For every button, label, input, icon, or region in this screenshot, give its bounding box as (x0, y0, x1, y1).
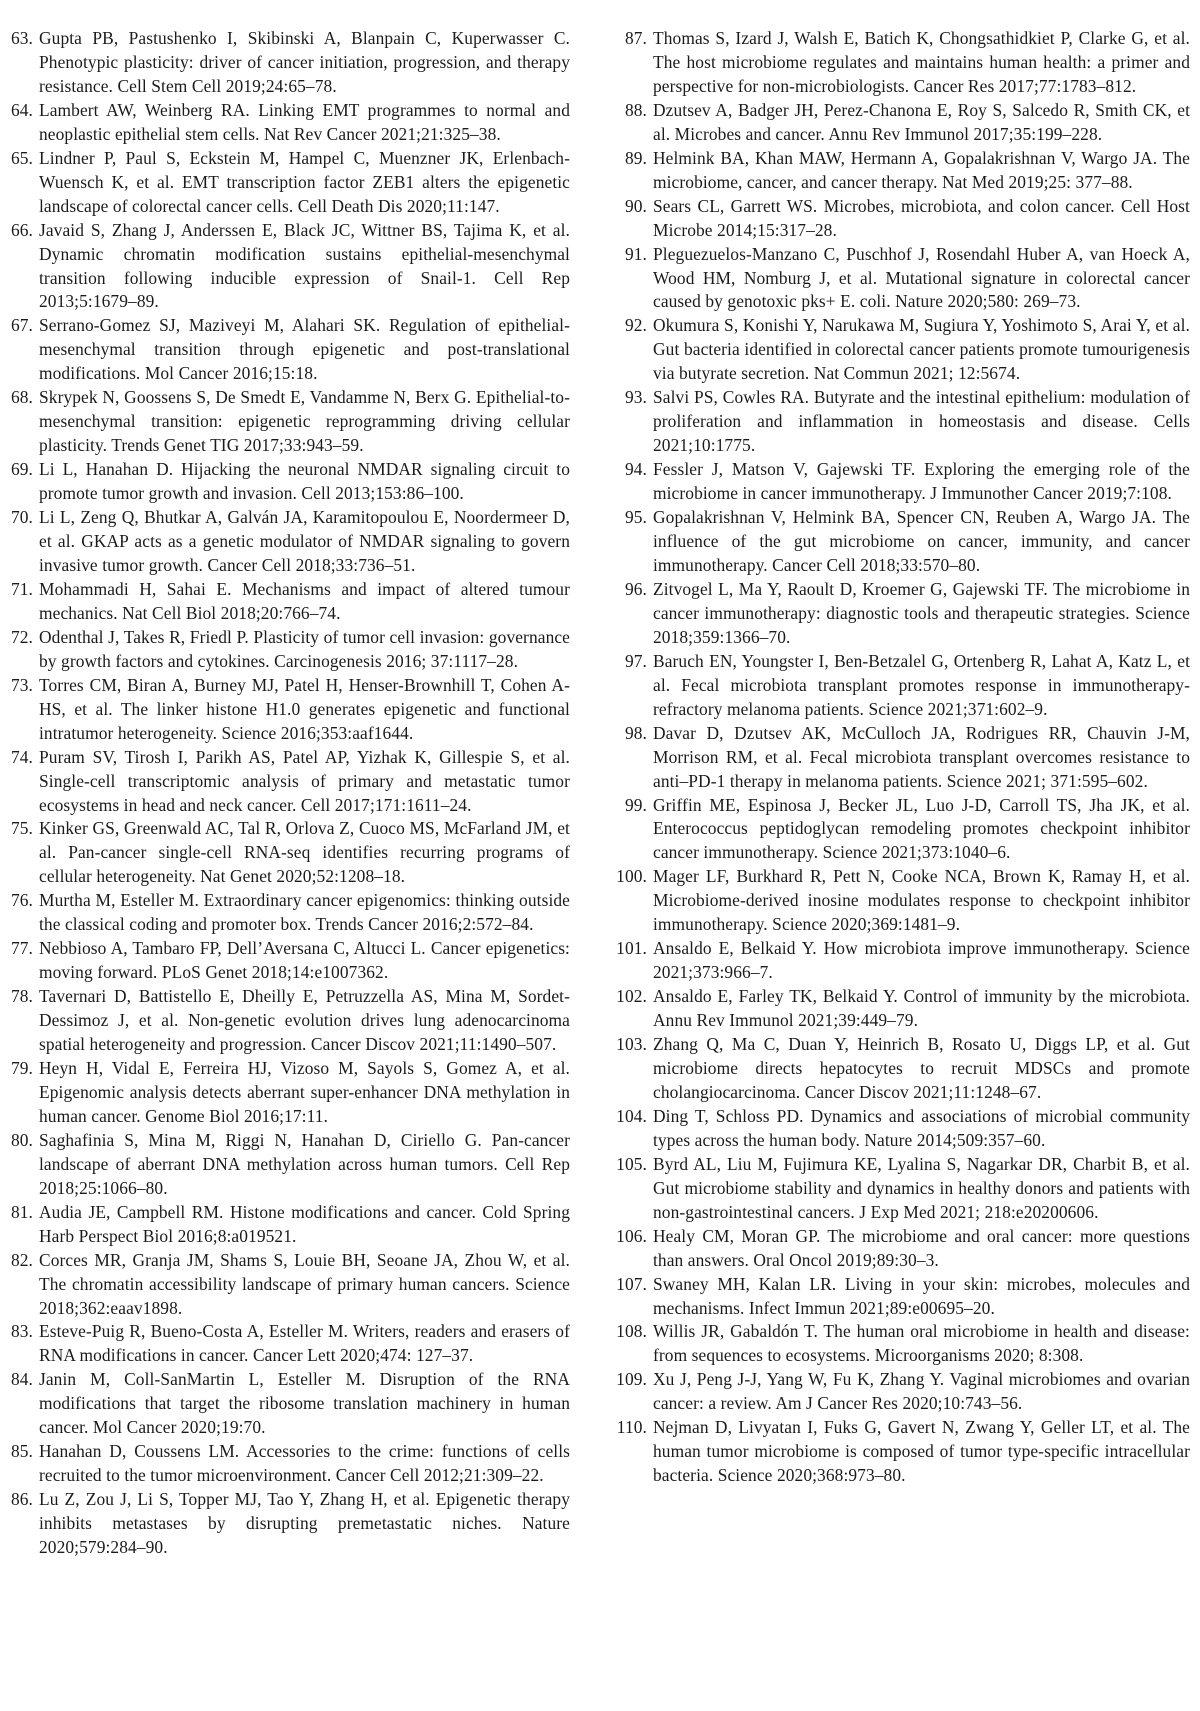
reference-item (5, 1057, 570, 1129)
reference-number: 102. (616, 986, 647, 1007)
reference-text: Okumura S, Konishi Y, Narukawa M, Sugiura Y, Yoshimoto S, Arai Y, et al. Gut bacteria identified in colorectal cancer patients promote tumourigenesis via butyrate secretion. Nat Commun 2021; 12:5674. (653, 315, 1190, 384)
reference-item (5, 1488, 570, 1560)
reference-text: Audia JE, Campbell RM. Histone modifications and cancer. Cold Spring Harb Perspect Biol 2016;8:a019521. (39, 1201, 570, 1246)
reference-item (612, 1153, 1190, 1225)
reference-number: 95. (624, 507, 647, 528)
references-column-right (612, 27, 1190, 1488)
reference-item (5, 626, 570, 674)
reference-text: Ansaldo E, Farley TK, Belkaid Y. Control of immunity by the microbiota. Annu Rev Immunol 2021;39:449–79. (653, 986, 1190, 1031)
reference-text: Murtha M, Esteller M. Extraordinary cancer epigenomics: thinking outside the classical coding and promoter box. Trends Cancer 2016;2:572–84. (39, 890, 570, 935)
reference-item (612, 27, 1190, 99)
reference-number: 78. (10, 986, 33, 1007)
reference-number: 68. (10, 387, 33, 408)
reference-text: Tavernari D, Battistello E, Dheilly E, Petruzzella AS, Mina M, Sordet-Dessimoz J, et al. Non-genetic evolution drives lung adenocarcinoma spatial heterogeneity and progression. Cancer Discov 2021;11:1490–507. (39, 986, 570, 1055)
reference-number: 77. (10, 938, 33, 959)
reference-item (612, 1368, 1190, 1416)
reference-item (5, 1440, 570, 1488)
reference-item (612, 794, 1190, 866)
reference-number: 88. (624, 99, 647, 120)
reference-item (612, 99, 1190, 147)
reference-number: 93. (624, 387, 647, 408)
reference-item (5, 219, 570, 315)
reference-number: 104. (616, 1105, 647, 1126)
reference-text: Nejman D, Livyatan I, Fuks G, Gavert N, Zwang Y, Geller LT, et al. The human tumor microbiome is composed of tumor type-specific intracellular bacteria. Science 2020;368:973–80. (653, 1417, 1190, 1486)
reference-item (5, 458, 570, 506)
reference-text: Pleguezuelos-Manzano C, Puschhof J, Rosendahl Huber A, van Hoeck A, Wood HM, Nomburg J, et al. Mutational signature in colorectal cancer caused by genotoxic pks+ E. coli. Nature 2020;580: 269–73. (653, 243, 1190, 312)
reference-item (5, 506, 570, 578)
reference-number: 89. (624, 147, 647, 168)
reference-text: Lu Z, Zou J, Li S, Topper MJ, Tao Y, Zhang H, et al. Epigenetic therapy inhibits metastases by disrupting premetastatic niches. Nature 2020;579:284–90. (39, 1489, 570, 1558)
reference-item (612, 458, 1190, 506)
reference-number: 109. (616, 1369, 647, 1390)
reference-text: Ansaldo E, Belkaid Y. How microbiota improve immunotherapy. Science 2021;373:966–7. (653, 938, 1190, 983)
reference-text: Thomas S, Izard J, Walsh E, Batich K, Chongsathidkiet P, Clarke G, et al. The host microbiome regulates and maintains human health: a primer and perspective for non-microbiologists. Cancer Res 2017;77:1783–812. (653, 28, 1190, 96)
reference-number: 107. (616, 1273, 647, 1294)
reference-item (612, 1320, 1190, 1368)
reference-number: 96. (624, 578, 647, 599)
reference-item (612, 1416, 1190, 1488)
reference-text: Torres CM, Biran A, Burney MJ, Patel H, Henser-Brownhill T, Cohen A-HS, et al. The linker histone H1.0 generates epigenetic and functional intratumor heterogeneity. Science 2016;353:aaf1644. (39, 674, 570, 743)
reference-item (612, 1105, 1190, 1153)
reference-number: 91. (624, 243, 647, 264)
reference-item (5, 817, 570, 889)
reference-item (612, 386, 1190, 458)
reference-text: Odenthal J, Takes R, Friedl P. Plasticity of tumor cell invasion: governance by growth factors and cytokines. Carcinogenesis 2016; 37:1117–28. (39, 626, 570, 671)
reference-text: Salvi PS, Cowles RA. Butyrate and the intestinal epithelium: modulation of proliferation and inflammation in homeostasis and disease. Cells 2021;10:1775. (653, 387, 1190, 456)
reference-item (612, 578, 1190, 650)
reference-number: 110. (616, 1417, 647, 1438)
reference-text: Davar D, Dzutsev AK, McCulloch JA, Rodrigues RR, Chauvin J-M, Morrison RM, et al. Fecal microbiota transplant overcomes resistance to anti–PD-1 therapy in melanoma patients. Science 2021; 371:595–602. (653, 722, 1190, 791)
reference-number: 90. (624, 195, 647, 216)
reference-text: Willis JR, Gabaldón T. The human oral microbiome in health and disease: from sequences to ecosystems. Microorganisms 2020; 8:308. (653, 1321, 1190, 1366)
reference-text: Heyn H, Vidal E, Ferreira HJ, Vizoso M, Sayols S, Gomez A, et al. Epigenomic analysis detects aberrant super-enhancer DNA methylation in human cancer. Genome Biol 2016;17:11. (39, 1057, 570, 1126)
reference-number: 71. (10, 578, 33, 599)
reference-number: 82. (10, 1249, 33, 1270)
reference-text: Li L, Zeng Q, Bhutkar A, Galván JA, Karamitopoulou E, Noordermeer D, et al. GKAP acts as a genetic modulator of NMDAR signaling to govern invasive tumor growth. Cancer Cell 2018;33:736–51. (39, 507, 570, 575)
reference-text: Esteve-Puig R, Bueno-Costa A, Esteller M. Writers, readers and erasers of RNA modifications in cancer. Cancer Lett 2020;474: 127–37. (39, 1321, 570, 1366)
reference-text: Zhang Q, Ma C, Duan Y, Heinrich B, Rosato U, Diggs LP, et al. Gut microbiome directs hepatocytes to recruit MDSCs and promote cholangiocarcinoma. Cancer Discov 2021;11:1248–67. (653, 1034, 1190, 1102)
reference-item (612, 865, 1190, 937)
reference-number: 70. (10, 507, 33, 528)
reference-number: 65. (10, 147, 33, 168)
reference-text: Puram SV, Tirosh I, Parikh AS, Patel AP, Yizhak K, Gillespie S, et al. Single-cell transcriptomic analysis of primary and metastatic tumor ecosystems in head and neck cancer. Cell 2017;171:1611–24. (39, 746, 570, 815)
reference-text: Nebbioso A, Tambaro FP, Dell’Aversana C, Altucci L. Cancer epigenetics: moving forward. PLoS Genet 2018;14:e1007362. (39, 938, 570, 983)
reference-number: 99. (624, 794, 647, 815)
reference-number: 73. (10, 674, 33, 695)
reference-item (5, 1201, 570, 1249)
reference-item (5, 27, 570, 99)
references-column-left (5, 27, 570, 1560)
reference-item (612, 722, 1190, 794)
reference-number: 63. (10, 28, 33, 48)
reference-item (612, 985, 1190, 1033)
reference-number: 72. (10, 626, 33, 647)
reference-text: Li L, Hanahan D. Hijacking the neuronal NMDAR signaling circuit to promote tumor growth and invasion. Cell 2013;153:86–100. (39, 459, 570, 504)
reference-text: Kinker GS, Greenwald AC, Tal R, Orlova Z, Cuoco MS, McFarland JM, et al. Pan-cancer single-cell RNA-seq identifies recurring programs of cellular heterogeneity. Nat Genet 2020;52:1208–18. (39, 818, 570, 887)
reference-item (5, 674, 570, 746)
reference-number: 79. (10, 1057, 33, 1078)
reference-item (612, 937, 1190, 985)
reference-item (5, 147, 570, 219)
reference-number: 67. (10, 315, 33, 336)
reference-text: Mohammadi H, Sahai E. Mechanisms and impact of altered tumour mechanics. Nat Cell Biol 2018;20:766–74. (39, 578, 570, 623)
reference-text: Sears CL, Garrett WS. Microbes, microbiota, and colon cancer. Cell Host Microbe 2014;15:317–28. (653, 195, 1190, 240)
reference-text: Corces MR, Granja JM, Shams S, Louie BH, Seoane JA, Zhou W, et al. The chromatin accessibility landscape of primary human cancers. Science 2018;362:eaav1898. (39, 1249, 570, 1318)
reference-number: 92. (624, 315, 647, 336)
reference-text: Lambert AW, Weinberg RA. Linking EMT programmes to normal and neoplastic epithelial stem cells. Nat Rev Cancer 2021;21:325–38. (39, 99, 570, 144)
reference-item (612, 147, 1190, 195)
reference-item (5, 746, 570, 818)
reference-text: Saghafinia S, Mina M, Riggi N, Hanahan D, Ciriello G. Pan-cancer landscape of aberrant DNA methylation across human tumors. Cell Rep 2018;25:1066–80. (39, 1129, 570, 1198)
reference-text: Ding T, Schloss PD. Dynamics and associations of microbial community types across the human body. Nature 2014;509:357–60. (653, 1105, 1190, 1150)
reference-item (5, 99, 570, 147)
reference-number: 80. (10, 1129, 33, 1150)
reference-number: 74. (10, 746, 33, 767)
reference-text: Mager LF, Burkhard R, Pett N, Cooke NCA, Brown K, Ramay H, et al. Microbiome-derived inosine modulates response to checkpoint inhibitor immunotherapy. Science 2020;369:1481–9. (653, 866, 1190, 935)
reference-number: 66. (10, 219, 33, 240)
reference-number: 106. (616, 1225, 647, 1246)
reference-number: 87. (624, 28, 647, 48)
reference-text: Gupta PB, Pastushenko I, Skibinski A, Blanpain C, Kuperwasser C. Phenotypic plasticity: driver of cancer initiation, progression, and therapy resistance. Cell Stem Cell 2019;24:65–78. (39, 28, 570, 96)
reference-text: Janin M, Coll-SanMartin L, Esteller M. Disruption of the RNA modifications that target the ribosome translation machinery in human cancer. Mol Cancer 2020;19:70. (39, 1369, 570, 1438)
reference-number: 108. (616, 1321, 647, 1342)
reference-number: 100. (616, 866, 647, 887)
reference-item (5, 1129, 570, 1201)
reference-number: 76. (10, 890, 33, 911)
reference-item (5, 314, 570, 386)
reference-number: 84. (10, 1369, 33, 1390)
reference-text: Fessler J, Matson V, Gajewski TF. Exploring the emerging role of the microbiome in cancer immunotherapy. J Immunother Cancer 2019;7:108. (653, 459, 1190, 504)
reference-text: Dzutsev A, Badger JH, Perez-Chanona E, Roy S, Salcedo R, Smith CK, et al. Microbes and cancer. Annu Rev Immunol 2017;35:199–228. (653, 99, 1190, 144)
reference-text: Skrypek N, Goossens S, De Smedt E, Vandamme N, Berx G. Epithelial-to-mesenchymal transition: epigenetic reprogramming driving cellular plasticity. Trends Genet TIG 2017;33:943–59. (39, 387, 570, 456)
reference-text: Baruch EN, Youngster I, Ben-Betzalel G, Ortenberg R, Lahat A, Katz L, et al. Fecal microbiota transplant promotes response in immunotherapy-refractory melanoma patients. Science 2021;371:602–9. (653, 650, 1190, 719)
reference-text: Gopalakrishnan V, Helmink BA, Spencer CN, Reuben A, Wargo JA. The influence of the gut microbiome on cancer, immunity, and cancer immunotherapy. Cancer Cell 2018;33:570–80. (653, 507, 1190, 575)
reference-item (5, 1249, 570, 1321)
reference-item (612, 1273, 1190, 1321)
reference-item (5, 386, 570, 458)
reference-item (5, 1320, 570, 1368)
reference-item (5, 985, 570, 1057)
reference-text: Swaney MH, Kalan LR. Living in your skin: microbes, molecules and mechanisms. Infect Immun 2021;89:e00695–20. (653, 1273, 1190, 1318)
reference-number: 69. (10, 459, 33, 480)
reference-text: Javaid S, Zhang J, Anderssen E, Black JC, Wittner BS, Tajima K, et al. Dynamic chromatin modification sustains epithelial-mesenchymal transition following inducible expression of Snail-1. Cell Rep 2013;5:1679–89. (39, 219, 570, 312)
reference-number: 105. (616, 1153, 647, 1174)
reference-number: 81. (10, 1201, 33, 1222)
reference-number: 86. (10, 1489, 33, 1510)
reference-item (612, 506, 1190, 578)
reference-text: Helmink BA, Khan MAW, Hermann A, Gopalakrishnan V, Wargo JA. The microbiome, cancer, and cancer therapy. Nat Med 2019;25: 377–88. (653, 147, 1190, 192)
reference-item (612, 1225, 1190, 1273)
reference-item (612, 243, 1190, 315)
reference-number: 101. (616, 938, 647, 959)
reference-item (612, 1033, 1190, 1105)
reference-item (612, 195, 1190, 243)
reference-number: 94. (624, 459, 647, 480)
reference-item (612, 314, 1190, 386)
reference-text: Serrano-Gomez SJ, Maziveyi M, Alahari SK. Regulation of epithelial-mesenchymal transition through epigenetic and post-translational modifications. Mol Cancer 2016;15:18. (39, 315, 570, 384)
reference-number: 75. (10, 818, 33, 839)
reference-text: Lindner P, Paul S, Eckstein M, Hampel C, Muenzner JK, Erlenbach-Wuensch K, et al. EMT transcription factor ZEB1 alters the epigenetic landscape of colorectal cancer cells. Cell Death Dis 2020;11:147. (39, 147, 570, 216)
reference-item (5, 1368, 570, 1440)
reference-text: Zitvogel L, Ma Y, Raoult D, Kroemer G, Gajewski TF. The microbiome in cancer immunotherapy: diagnostic tools and therapeutic strategies. Science 2018;359:1366–70. (653, 578, 1190, 647)
reference-number: 97. (624, 650, 647, 671)
reference-number: 85. (10, 1441, 33, 1462)
reference-number: 103. (616, 1034, 647, 1055)
reference-item (612, 650, 1190, 722)
reference-text: Griffin ME, Espinosa J, Becker JL, Luo J-D, Carroll TS, Jha JK, et al. Enterococcus peptidoglycan remodeling promotes checkpoint inhibitor cancer immunotherapy. Science 2021;373:1040–6. (653, 794, 1190, 863)
reference-number: 98. (624, 722, 647, 743)
reference-text: Healy CM, Moran GP. The microbiome and oral cancer: more questions than answers. Oral Oncol 2019;89:30–3. (653, 1225, 1190, 1270)
reference-item (5, 578, 570, 626)
reference-item (5, 889, 570, 937)
reference-number: 64. (10, 99, 33, 120)
reference-item (5, 937, 570, 985)
reference-text: Byrd AL, Liu M, Fujimura KE, Lyalina S, Nagarkar DR, Charbit B, et al. Gut microbiome stability and dynamics in healthy donors and patients with non-gastrointestinal cancers. J Exp Med 2021; 218:e20200606. (653, 1153, 1190, 1222)
reference-number: 83. (10, 1321, 33, 1342)
reference-text: Hanahan D, Coussens LM. Accessories to the crime: functions of cells recruited to the tumor microenvironment. Cancer Cell 2012;21:309–22. (39, 1441, 570, 1486)
reference-text: Xu J, Peng J-J, Yang W, Fu K, Zhang Y. Vaginal microbiomes and ovarian cancer: a review. Am J Cancer Res 2020;10:743–56. (653, 1369, 1190, 1414)
